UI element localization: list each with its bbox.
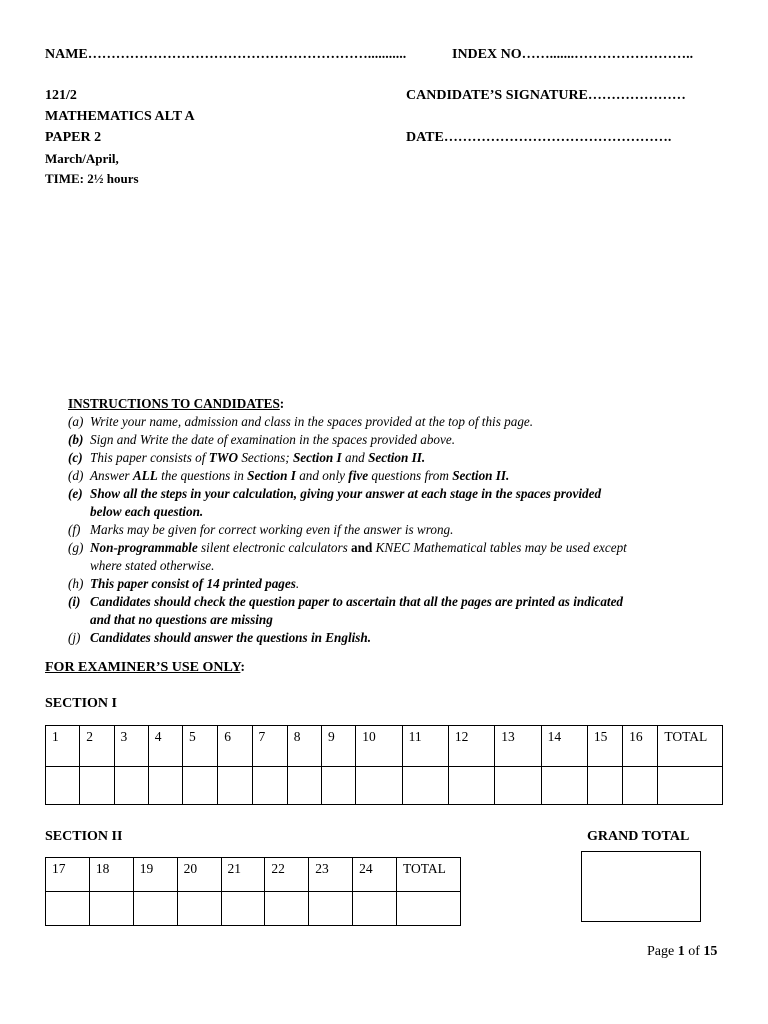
section-1-header-cell: 8 [287,726,321,767]
section-2-header-cell: 21 [221,858,265,892]
section-2-score-table [45,857,461,926]
score-cell-14[interactable] [541,767,587,805]
instruction-f: (f) Marks may be given for correct working even if the answer is wrong. [68,522,454,537]
instruction-e-continued: below each question. [90,504,204,519]
score-cell-20[interactable] [177,892,221,926]
score-cell-9[interactable] [322,767,356,805]
section-2-header-cell: 18 [89,858,133,892]
section-1-header-cell: 14 [541,726,587,767]
score-cell-18[interactable] [89,892,133,926]
score-cell-22[interactable] [265,892,309,926]
section-1-header-cell: 12 [448,726,494,767]
name-field-line: NAME……………………………………………………........... [45,47,407,62]
instructions-block [68,395,728,647]
score-cell-5[interactable] [183,767,218,805]
section-1-header-cell: 1 [46,726,80,767]
section-1-header-cell: 2 [80,726,114,767]
grand-total-label: GRAND TOTAL [587,829,690,844]
index-number-field-line: INDEX NO…….......…………………….. [452,47,694,62]
instructions-heading: INSTRUCTIONS TO CANDIDATES: [68,396,285,411]
score-cell-6[interactable] [218,767,252,805]
section-1-score-table [45,725,723,805]
section-1-header-cell: TOTAL [658,726,723,767]
instruction-a: (a) Write your name, admission and class in the spaces provided at the top of this page. [68,414,534,429]
paper-code: 121/2 [45,88,77,103]
instruction-i-continued: and that no questions are missing [90,612,273,627]
section-2-label: SECTION II [45,829,123,844]
section-1-header-cell: 10 [356,726,402,767]
section-2-header-cell: 24 [353,858,397,892]
section-1-header-cell: 7 [252,726,287,767]
exam-duration: TIME: 2½ hours [45,171,139,186]
exam-session: March/April, [45,151,119,166]
date-field-line: DATE…………………………………………. [406,130,672,145]
section-1-label: SECTION I [45,696,117,711]
page-number: Page 1 of 15 [647,944,718,959]
instruction-h: (h) This paper consist of 14 printed pages. [68,576,300,591]
section-1-header-cell: 6 [218,726,252,767]
section-2-header-cell: TOTAL [397,858,461,892]
instruction-g-continued: where stated otherwise. [90,558,215,573]
section-2-total-cell[interactable] [397,892,461,926]
score-cell-15[interactable] [587,767,622,805]
score-cell-24[interactable] [353,892,397,926]
instruction-g: (g) Non-programmable silent electronic calculators and KNEC Mathematical tables may be used except [68,540,627,555]
instruction-d: (d) Answer ALL the questions in Section I and only five questions from Section II. [68,468,510,483]
score-cell-11[interactable] [402,767,448,805]
section-1-header-cell: 9 [322,726,356,767]
score-cell-19[interactable] [133,892,177,926]
score-cell-21[interactable] [221,892,265,926]
score-cell-17[interactable] [46,892,90,926]
section-2-header-cell: 23 [309,858,353,892]
section-2-score-row [46,892,461,926]
section-2-header-cell: 19 [133,858,177,892]
section-1-header-row [46,726,723,767]
score-cell-4[interactable] [148,767,182,805]
section-1-header-cell: 16 [623,726,658,767]
score-cell-23[interactable] [309,892,353,926]
subject-title: MATHEMATICS ALT A [45,109,195,124]
section-2-header-cell: 22 [265,858,309,892]
paper-number: PAPER 2 [45,130,102,145]
score-cell-10[interactable] [356,767,402,805]
instruction-j: (j) Candidates should answer the questions in English. [68,630,372,645]
grand-total-box[interactable] [581,851,701,922]
instruction-c: (c) This paper consists of TWO Sections; Section I and Section II. [68,450,426,465]
score-cell-12[interactable] [448,767,494,805]
instruction-i: (i) Candidates should check the question paper to ascertain that all the pages are printed as indicated [68,594,624,609]
section-2-header-row [46,858,461,892]
section-2-header-cell: 17 [46,858,90,892]
section-1-total-cell[interactable] [658,767,723,805]
section-1-header-cell: 5 [183,726,218,767]
section-2-header-cell: 20 [177,858,221,892]
section-1-header-cell: 13 [495,726,541,767]
score-cell-13[interactable] [495,767,541,805]
score-cell-2[interactable] [80,767,114,805]
score-cell-8[interactable] [287,767,321,805]
candidate-signature-line: CANDIDATE’S SIGNATURE………………… [406,88,686,103]
instruction-b: (b) Sign and Write the date of examination in the spaces provided above. [68,432,456,447]
section-1-header-cell: 11 [402,726,448,767]
score-cell-3[interactable] [114,767,148,805]
instruction-e: (e) Show all the steps in your calculation, giving your answer at each stage in the spaces provided [68,486,602,501]
score-cell-7[interactable] [252,767,287,805]
instructions-title: INSTRUCTIONS TO CANDIDATES [68,396,280,411]
section-1-header-cell: 3 [114,726,148,767]
section-1-score-row [46,767,723,805]
score-cell-16[interactable] [623,767,658,805]
score-cell-1[interactable] [46,767,80,805]
examiner-use-heading: FOR EXAMINER’S USE ONLY: [45,660,246,675]
section-1-header-cell: 15 [587,726,622,767]
section-1-header-cell: 4 [148,726,182,767]
